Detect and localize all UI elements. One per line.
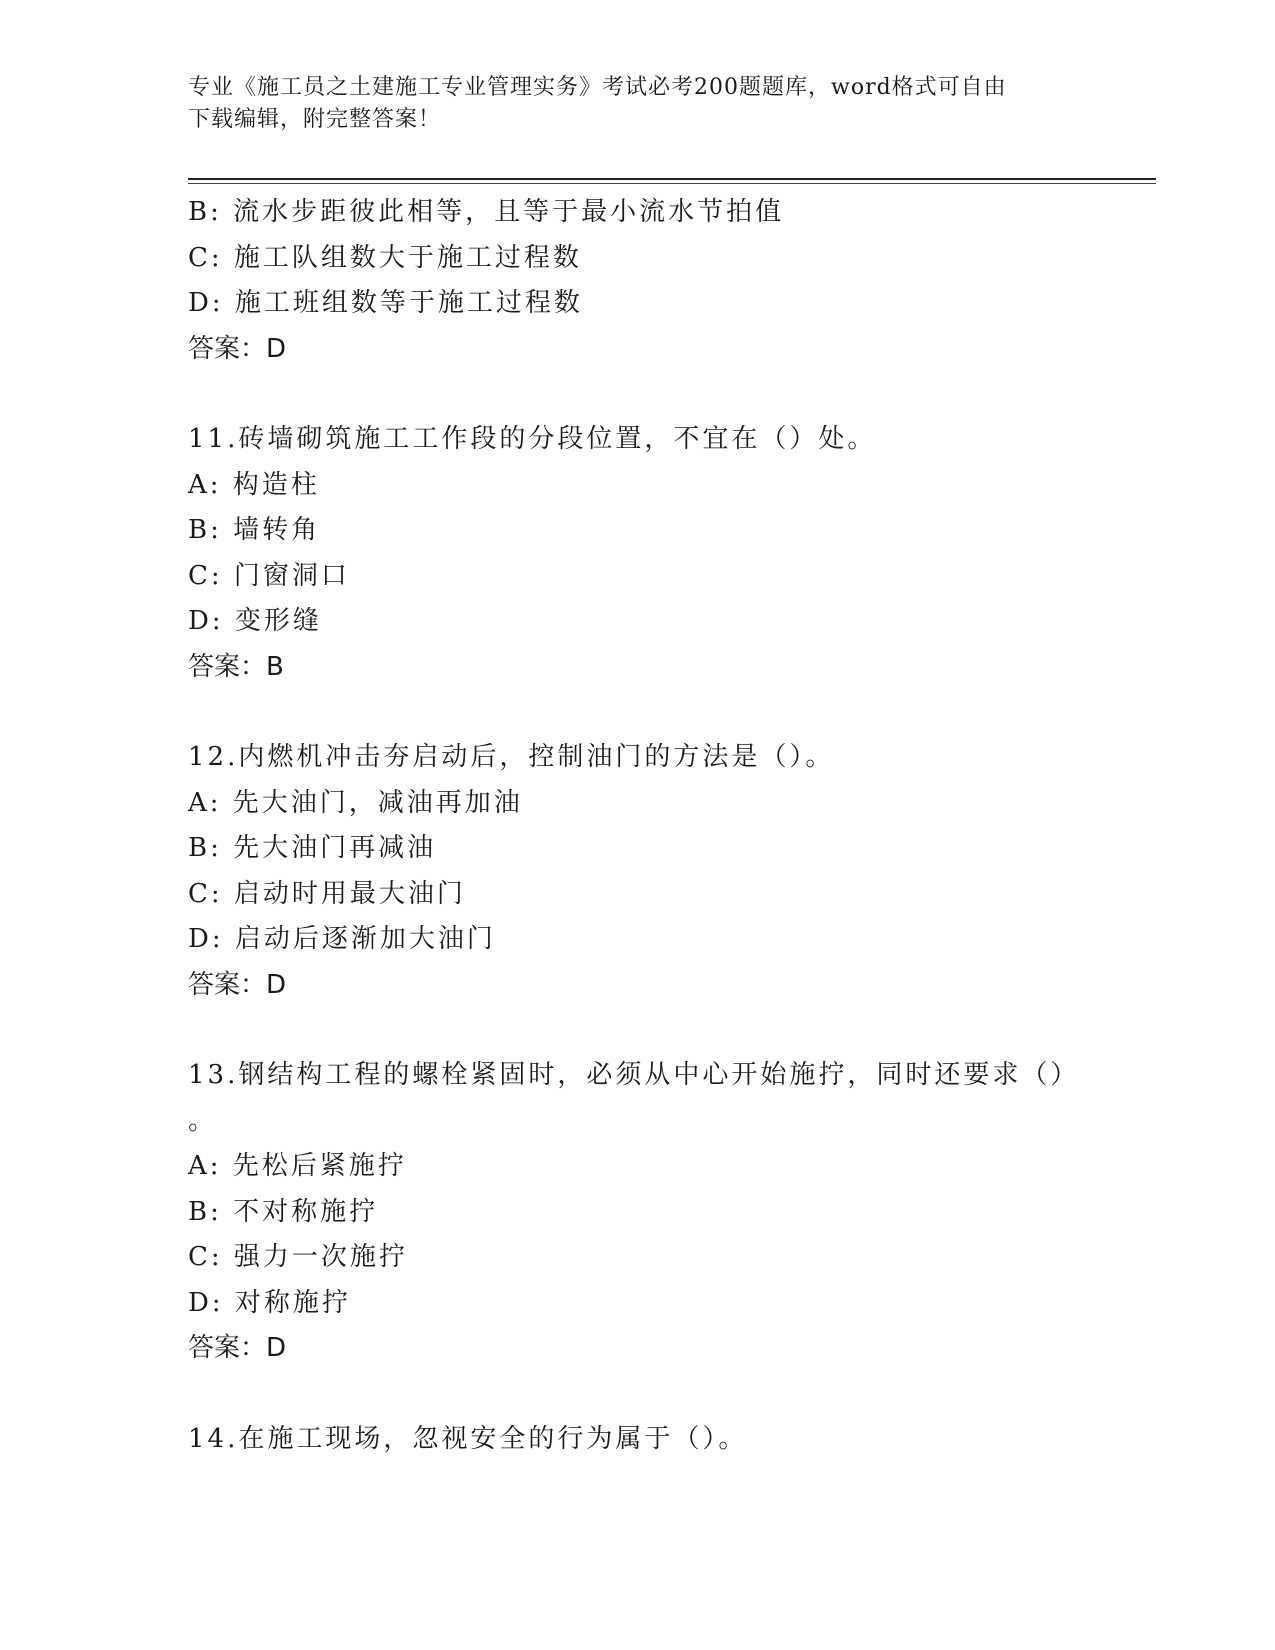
answer-line: 答案：D <box>188 333 287 364</box>
header-line-1: 专业《施工员之土建施工专业管理实务》考试必考200题题库，word格式可自由 <box>188 75 1007 100</box>
option-d: D: 变形缝 <box>188 606 322 636</box>
question-13 <box>188 1053 1156 1372</box>
answer-line: 答案：B <box>188 651 284 682</box>
option-b: B: 先大油门再减油 <box>188 833 437 863</box>
option-a: A: 先松后紧施拧 <box>188 1151 407 1181</box>
option-c: C: 启动时用最大油门 <box>188 878 466 909</box>
question-10-fragment <box>188 190 1156 372</box>
header-divider-thin <box>188 183 1156 184</box>
page-header <box>188 72 1068 136</box>
option-b: B: 墙转角 <box>188 515 321 545</box>
question-12 <box>188 735 1156 1008</box>
option-a: A: 构造柱 <box>188 469 320 500</box>
option-b: B: 不对称施拧 <box>188 1196 379 1227</box>
option-d: D: 启动后逐渐加大油门 <box>188 924 496 954</box>
option-b: B: 流水步距彼此相等，且等于最小流水节拍值 <box>188 197 785 227</box>
question-14 <box>188 1417 1156 1463</box>
question-11 <box>188 417 1156 690</box>
option-d: D: 对称施拧 <box>188 1287 351 1318</box>
question-stem-continuation: 。 <box>188 1105 218 1136</box>
option-d: D: 施工班组数等于施工过程数 <box>188 288 583 318</box>
question-stem: 14.在施工现场，忽视安全的行为属于（）。 <box>188 1423 748 1454</box>
answer-line: 答案：D <box>188 1333 287 1363</box>
option-a: A: 先大油门，减油再加油 <box>188 787 523 818</box>
answer-line: 答案：D <box>188 969 287 1000</box>
header-line-2: 下载编辑，附完整答案！ <box>188 107 442 132</box>
question-stem: 13.钢结构工程的螺栓紧固时，必须从中心开始施拧，同时还要求（） <box>188 1060 1080 1090</box>
option-c: C: 门窗洞口 <box>188 560 350 591</box>
option-c: C: 施工队组数大于施工过程数 <box>188 242 582 273</box>
document-body <box>188 190 1156 1462</box>
question-stem: 11.砖墙砌筑施工工作段的分段位置，不宜在（）处。 <box>188 424 877 454</box>
option-c: C: 强力一次施拧 <box>188 1242 408 1272</box>
question-stem: 12.内燃机冲击夯启动后，控制油门的方法是（）。 <box>188 742 835 772</box>
header-divider-thick <box>188 178 1156 180</box>
